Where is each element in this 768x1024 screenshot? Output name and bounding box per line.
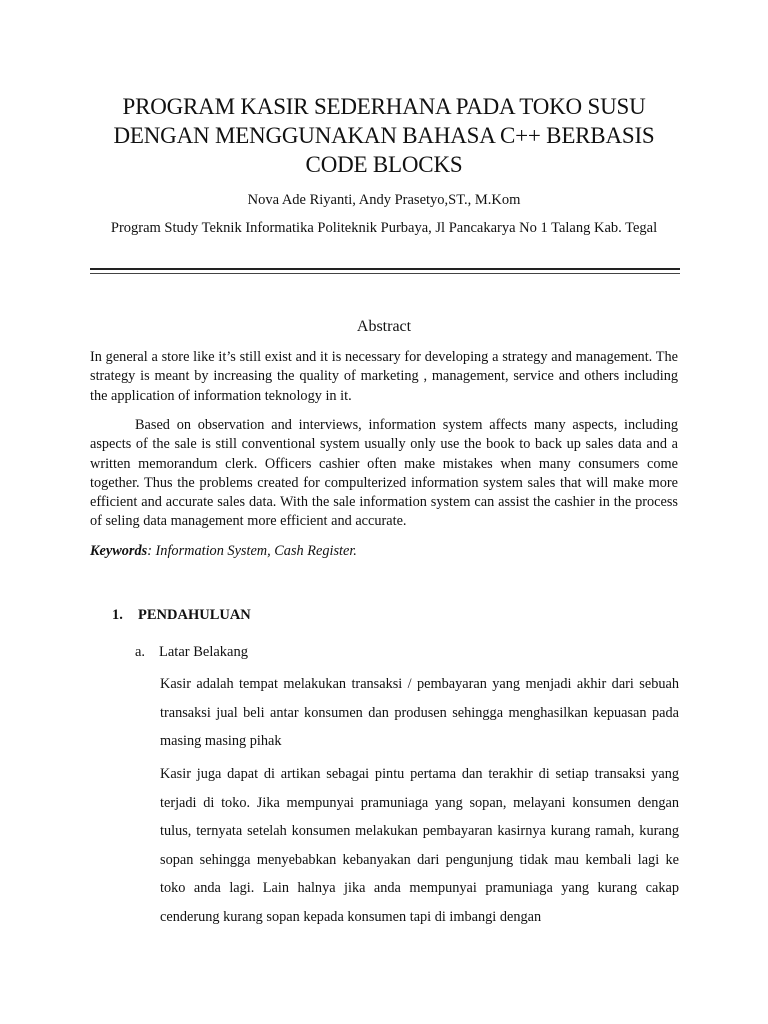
title-line-3: CODE BLOCKS (305, 152, 463, 177)
header-rule-thick (90, 268, 680, 270)
abstract-paragraph-2: Based on observation and interviews, information system affects many aspects, including aspects of the sale is still conventional system usually only use the book to back up sales data and a written memorandum clerk. Officers cashier often make mistakes when many consumers come together. Thus the problems created for compulterized information system sales that will make more efficient and accurate sales data. With the sale information system can assist the cashier in the process of seling data management more efficient and accurate. (90, 417, 678, 530)
body-paragraph-2: Kasir juga dapat di artikan sebagai pintu pertama dan terakhir di setiap transaksi yang terjadi di toko. Jika mempunyai pramuniaga yang sopan, melayani konsumen dengan tulus, ternyata setelah konsumen melakukan pembayaran kasirnya kurang ramah, kurang sopan sehingga menyebabkan kebanyakan dari pengunjung tidak mau kembali lagi ke toko anda lagi. Lain halnya jika anda mempunyai pramuniaga yang kurang cakap cenderung kurang sopan kepada konsumen tapi di imbangi dengan (160, 766, 679, 925)
section-number: 1. (112, 607, 123, 623)
header-rule-thin (90, 273, 680, 274)
keywords (90, 542, 678, 561)
keywords-text: : Information System, Cash Register. (147, 543, 357, 559)
title-line-2: DENGAN MENGGUNAKAN BAHASA C++ BERBASIS (113, 123, 655, 148)
subsection-label: a. (135, 644, 146, 660)
body-paragraph-1: Kasir adalah tempat melakukan transaksi / pembayaran yang menjadi akhir dari sebuah transaksi jual beli antar konsumen dan produsen sehingga menghasilkan kepuasan pada masing masing pihak (160, 676, 679, 749)
title-line-1: PROGRAM KASIR SEDERHANA PADA TOKO SUSU (122, 94, 646, 119)
authors: Nova Ade Riyanti, Andy Prasetyo,ST., M.Kom (247, 192, 521, 208)
abstract-paragraph-1: In general a store like it’s still exist and it is necessary for developing a strategy and management. The strategy is meant by increasing the quality of marketing , management, service and others including the application of information teknology in it. (90, 349, 678, 404)
subsection-title: Latar Belakang (159, 644, 248, 660)
section-heading (112, 606, 251, 625)
abstract-heading: Abstract (356, 318, 412, 335)
subsection-heading (135, 643, 248, 662)
section-title: PENDAHULUAN (138, 607, 251, 623)
affiliation: Program Study Teknik Informatika Politeknik Purbaya, Jl Pancakarya No 1 Talang Kab. Tegal (110, 220, 658, 236)
keywords-label: Keywords (90, 543, 148, 559)
paper-title (90, 92, 678, 179)
